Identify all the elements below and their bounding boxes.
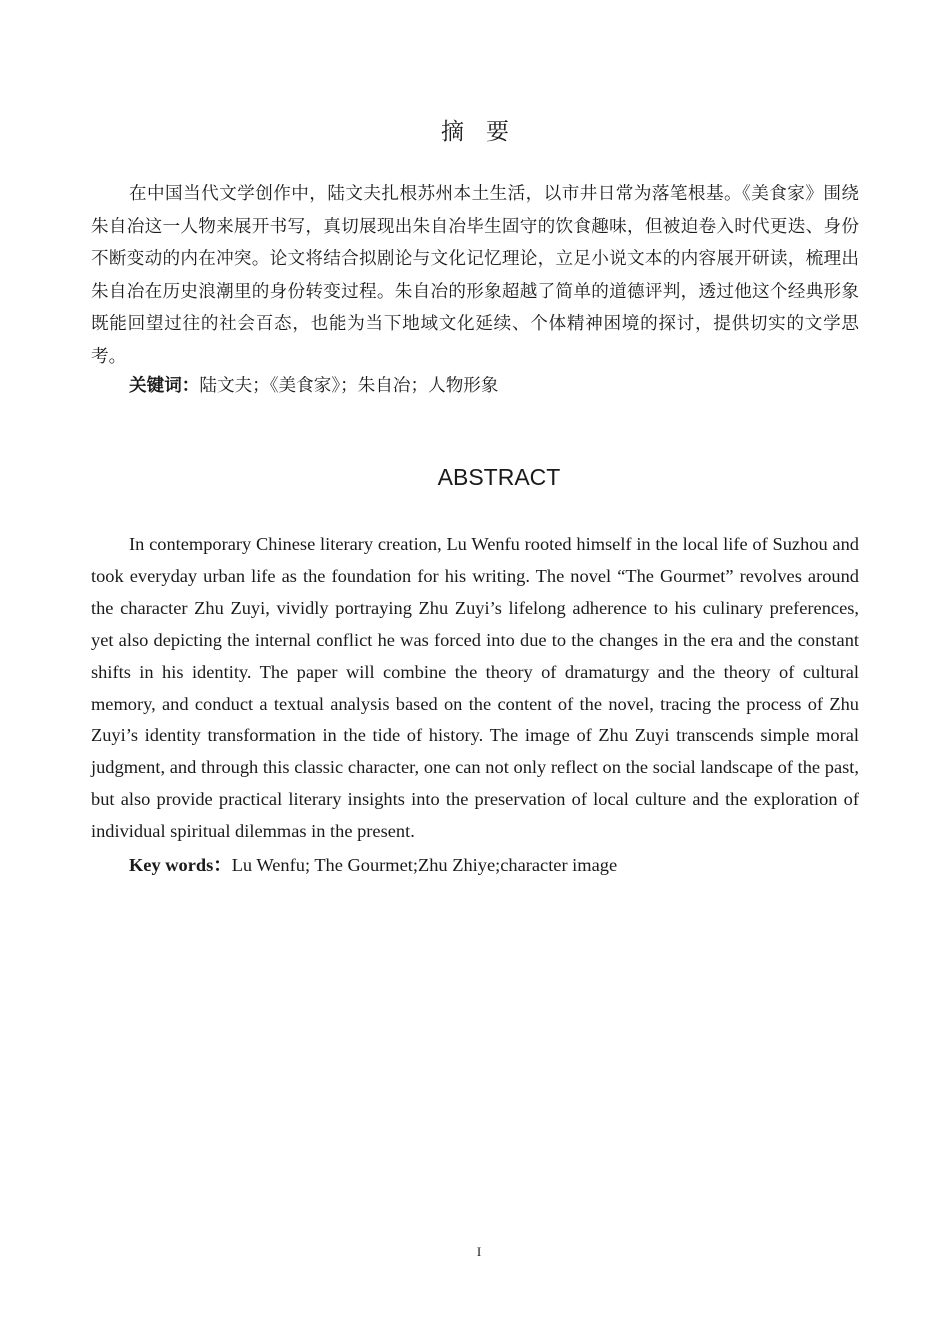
chinese-abstract-title: 摘要: [441, 119, 531, 145]
english-abstract-title: ABSTRACT: [437, 464, 561, 490]
english-keywords-label: Key words：: [129, 855, 232, 875]
chinese-keywords-label: 关键词：: [129, 376, 200, 396]
english-abstract-body: In contemporary Chinese literary creation, Lu Wenfu rooted himself in the local life of Suzhou and took everyday urban life as the foundation for his writing. The novel “The Gourmet” revolves around the character Zhu Zuyi, vividly portraying Zhu Zuyi’s lifelong adherence to his culinary preferences, yet also depicting the internal conflict he was forced into due to the changes in the era and the constant shifts in his identity. The paper will combine the theory of dramaturgy and the theory of cultural memory, and conduct a textual analysis based on the content of the novel, tracing the process of Zhu Zuyi’s identity transformation in the tide of history. The image of Zhu Zuyi transcends simple moral judgment, and through this classic character, one can not only reflect on the social landscape of the past, but also provide practical literary insights into the preservation of local culture and the exploration of individual spiritual dilemmas in the present.: [91, 534, 859, 842]
english-keywords-text: Lu Wenfu; The Gourmet;Zhu Zhiye;character image: [231, 855, 618, 875]
page-number: I: [476, 1244, 482, 1259]
chinese-keywords: [129, 370, 859, 402]
chinese-keywords-text: 陆文夫；《美食家》；朱自冶；人物形象: [199, 376, 499, 396]
english-keywords: [129, 849, 859, 881]
chinese-abstract-body: 在中国当代文学创作中，陆文夫扎根苏州本土生活，以市井日常为落笔根基。《美食家》围绕朱自冶这一人物来展开书写，真切展现出朱自冶毕生固守的饮食趣味，但被迫卷入时代更迭、身份不断变动的内在冲突。论文将结合拟剧论与文化记忆理论，立足小说文本的内容展开研读，梳理出朱自冶在历史浪潮里的身份转变过程。朱自冶的形象超越了简单的道德评判，透过他这个经典形象既能回望过往的社会百态，也能为当下地域文化延续、个体精神困境的探讨，提供切实的文学思考。: [91, 184, 859, 367]
